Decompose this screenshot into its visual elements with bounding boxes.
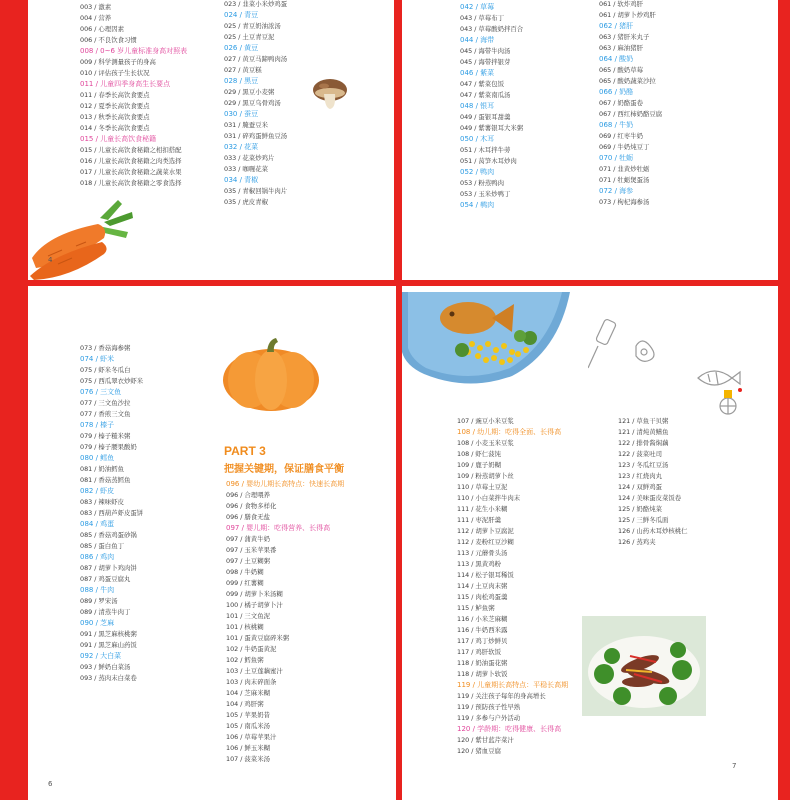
toc-entry: 006 / 心理因素 xyxy=(80,25,124,33)
toc-entry: 053 / 粉蒸鸭肉 xyxy=(460,179,504,187)
toc-entry: 106 / 草莓苹果汁 xyxy=(226,733,277,741)
toc-heading: 084 / 鸡蛋 xyxy=(80,520,115,528)
toc-entry: 075 / 虾米冬瓜白 xyxy=(80,366,131,374)
toc-heading: 008 / 0~6 岁儿童标准身高对照表 xyxy=(80,47,188,55)
toc-entry: 116 / 小米芝麻糊 xyxy=(457,615,508,623)
toc-entry: 111 / 枣泥肝羹 xyxy=(457,516,501,524)
toc-entry: 113 / 元蘑骨头汤 xyxy=(457,549,508,557)
toc-entry: 047 / 紫菜包饭 xyxy=(460,80,504,88)
toc-entry: 125 / 三鲜冬瓜面 xyxy=(618,516,669,524)
toc-entry: 103 / 肉末碎面条 xyxy=(226,678,277,686)
toc-entry: 085 / 蛋白鱼丁 xyxy=(80,542,124,550)
toc-heading: 088 / 牛肉 xyxy=(80,586,115,594)
toc-entry: 063 / 猪肝米丸子 xyxy=(599,33,650,41)
toc-entry: 077 / 三文鱼沙拉 xyxy=(80,399,131,407)
toc-entry: 105 / 苹果奶昔 xyxy=(226,711,270,719)
toc-heading: 066 / 奶酪 xyxy=(599,88,634,96)
toc-heading: 070 / 牡蛎 xyxy=(599,154,634,162)
toc-entry: 110 / 草莓土豆泥 xyxy=(457,483,508,491)
toc-entry: 121 / 清炖黄鳝鱼 xyxy=(618,428,669,436)
toc-heading: 042 / 草莓 xyxy=(460,3,495,11)
toc-entry: 113 / 黑黄鸡粉 xyxy=(457,560,501,568)
page-top-right xyxy=(402,0,778,280)
toc-entry: 122 / 菠菜吐司 xyxy=(618,450,662,458)
toc-entry: 108 / 虾仁菠饨 xyxy=(457,450,501,458)
toc-entry: 017 / 儿童长高饮食秘籍之蔬菜水果 xyxy=(80,168,182,176)
toc-entry: 083 / 辣味虾皮 xyxy=(80,498,124,506)
beef-broccoli-photo xyxy=(582,616,706,716)
toc-heading: 062 / 猪肝 xyxy=(599,22,634,30)
toc-heading: 096 / 婴幼儿期长高特点：快速长高期 xyxy=(226,480,345,488)
toc-entry: 015 / 儿童长高饮食秘籍之相扣搭配 xyxy=(80,146,182,154)
toc-entry: 101 / 蛋黄豆腐碎米粥 xyxy=(226,634,290,642)
toc-entry: 067 / 西红柿奶酪豆腐 xyxy=(599,110,663,118)
toc-heading: 011 / 儿童四季身高生长要点 xyxy=(80,80,171,88)
page-number: 6 xyxy=(48,780,53,788)
toc-entry: 031 / 碎鸡蛋鲜鱼豆汤 xyxy=(224,132,288,140)
toc-entry: 087 / 胡萝卜鸡肉饼 xyxy=(80,564,137,572)
toc-entry: 085 / 香菇鸡蛋砂锅 xyxy=(80,531,137,539)
toc-heading: 086 / 鸡肉 xyxy=(80,553,115,561)
mushroom-image xyxy=(310,76,350,112)
toc-entry: 035 / 虎皮青椒 xyxy=(224,198,268,206)
toc-column xyxy=(457,416,568,757)
toc-entry: 123 / 红烧肉丸 xyxy=(618,472,662,480)
toc-entry: 079 / 榛子腰果酸奶 xyxy=(80,443,137,451)
toc-entry: 069 / 红枣牛奶 xyxy=(599,132,643,140)
toc-entry: 124 / 双鲜鸡蛋 xyxy=(618,483,662,491)
toc-entry: 126 / 山药木耳炒核桃仁 xyxy=(618,527,688,535)
page-bottom-left xyxy=(28,286,396,800)
toc-entry: 106 / 鲜玉米糊 xyxy=(226,744,270,752)
toc-entry: 079 / 榛子糙米粥 xyxy=(80,432,131,440)
toc-entry: 087 / 鸡蛋豆腐丸 xyxy=(80,575,131,583)
toc-column xyxy=(226,479,344,765)
toc-entry: 023 / 韭菜小米炒鸡蛋 xyxy=(224,0,288,8)
toc-entry: 025 / 青豆奶油浓汤 xyxy=(224,22,281,30)
toc-heading: 080 / 鳕鱼 xyxy=(80,454,115,462)
toc-entry: 077 / 香煎三文鱼 xyxy=(80,410,131,418)
toc-entry: 073 / 枸杞海参汤 xyxy=(599,198,650,206)
toc-entry: 065 / 酸奶蔬菜沙拉 xyxy=(599,77,656,85)
toc-entry: 121 / 草鱼干贝粥 xyxy=(618,417,669,425)
toc-entry: 016 / 儿童长高饮食秘籍之肉类选择 xyxy=(80,157,182,165)
toc-entry: 035 / 青椒回锅牛肉片 xyxy=(224,187,288,195)
toc-entry: 097 / 玉米苹果番 xyxy=(226,546,277,554)
page-number: 7 xyxy=(732,762,737,770)
toc-entry: 071 / 韭黄炒牡蛎 xyxy=(599,165,650,173)
toc-entry: 112 / 麦粉红豆沙糊 xyxy=(457,538,514,546)
toc-entry: 096 / 膳食无盐 xyxy=(226,513,270,521)
toc-entry: 096 / 食物多样化 xyxy=(226,502,277,510)
toc-entry: 049 / 蛋银耳甜羹 xyxy=(460,113,511,121)
toc-heading: 032 / 花菜 xyxy=(224,143,259,151)
toc-entry: 083 / 西葫芦虾皮蛋饼 xyxy=(80,509,144,517)
toc-entry: 075 / 西瓜翠衣炒虾米 xyxy=(80,377,144,385)
toc-entry: 009 / 科学测量孩子的身高 xyxy=(80,58,156,66)
toc-entry: 069 / 牛奶炖豆丁 xyxy=(599,143,650,151)
toc-heading: 082 / 虾皮 xyxy=(80,487,115,495)
toc-heading: 076 / 三文鱼 xyxy=(80,388,122,396)
toc-entry: 114 / 土豆肉末粥 xyxy=(457,582,508,590)
toc-entry: 093 / 蒸肉末白菜卷 xyxy=(80,674,137,682)
toc-entry: 120 / 猪血豆腐 xyxy=(457,747,501,755)
toc-entry: 010 / 评估孩子生长状况 xyxy=(80,69,150,77)
kitchen-doodle-icons xyxy=(588,318,758,418)
toc-entry: 101 / 核桃糊 xyxy=(226,623,264,631)
toc-entry: 116 / 牛奶西米露 xyxy=(457,626,508,634)
toc-column xyxy=(224,0,287,208)
toc-entry: 043 / 草莓酸奶拌百合 xyxy=(460,25,524,33)
pumpkin-image xyxy=(220,334,322,414)
toc-entry: 093 / 鲜奶白菜汤 xyxy=(80,663,131,671)
toc-entry: 004 / 营养 xyxy=(80,14,112,22)
toc-entry: 123 / 冬瓜红豆汤 xyxy=(618,461,669,469)
toc-heading: 078 / 榛子 xyxy=(80,421,115,429)
toc-entry: 098 / 牛奶糊 xyxy=(226,568,264,576)
toc-entry: 018 / 儿童长高饮食秘籍之零食选择 xyxy=(80,179,182,187)
toc-entry: 051 / 木耳拌牛蒡 xyxy=(460,146,511,154)
toc-entry: 051 / 莴笋木耳炒肉 xyxy=(460,157,517,165)
toc-entry: 101 / 三文鱼泥 xyxy=(226,612,270,620)
toc-entry: 100 / 橘子胡萝卜汁 xyxy=(226,601,283,609)
toc-entry: 103 / 土豆莲藕蜜汁 xyxy=(226,667,283,675)
toc-entry: 110 / 小白菜拌牛肉末 xyxy=(457,494,521,502)
toc-heading: 108 / 幼儿期：吃得全面、长得高 xyxy=(457,428,562,436)
toc-heading: 044 / 海带 xyxy=(460,36,495,44)
toc-heading: 052 / 鸭肉 xyxy=(460,168,495,176)
toc-entry: 073 / 香菇海参粥 xyxy=(80,344,131,352)
toc-heading: 048 / 银耳 xyxy=(460,102,495,110)
toc-entry: 102 / 鳕鱼粥 xyxy=(226,656,264,664)
toc-entry: 031 / 腌蚕豆米 xyxy=(224,121,268,129)
toc-entry: 065 / 酸奶草莓 xyxy=(599,66,643,74)
toc-entry: 089 / 清蒸牛肉丁 xyxy=(80,608,131,616)
toc-entry: 099 / 胡萝卜米汤糊 xyxy=(226,590,283,598)
toc-heading: 092 / 大白菜 xyxy=(80,652,122,660)
toc-entry: 067 / 奶酪蛋卷 xyxy=(599,99,643,107)
toc-entry: 027 / 黄豆马蹄鸭肉汤 xyxy=(224,55,288,63)
toc-heading: 120 / 学龄期：吃得健康、长得高 xyxy=(457,725,562,733)
toc-entry: 115 / 肉松鸡蛋羹 xyxy=(457,593,508,601)
toc-entry: 097 / 土豆糊粥 xyxy=(226,557,270,565)
toc-entry: 111 / 花生小米糊 xyxy=(457,505,508,513)
toc-entry: 027 / 黄豆糕 xyxy=(224,66,262,74)
toc-entry: 091 / 黑芝麻核桃粥 xyxy=(80,630,137,638)
toc-entry: 003 / 激素 xyxy=(80,3,112,11)
toc-heading: 028 / 黑豆 xyxy=(224,77,259,85)
toc-heading: 068 / 牛奶 xyxy=(599,121,634,129)
toc-entry: 102 / 牛奶蛋黄泥 xyxy=(226,645,277,653)
toc-entry: 118 / 奶油蛋花粥 xyxy=(457,659,508,667)
toc-column xyxy=(460,2,523,211)
toc-entry: 099 / 红薯糊 xyxy=(226,579,264,587)
toc-entry: 006 / 不良饮食习惯 xyxy=(80,36,137,44)
toc-entry: 033 / 花菜炒鸡片 xyxy=(224,154,275,162)
toc-entry: 124 / 美味蛋皮菜饭卷 xyxy=(618,494,682,502)
toc-entry: 014 / 冬季长高饮食要点 xyxy=(80,124,150,132)
toc-entry: 120 / 紫甘蓝芹菜汁 xyxy=(457,736,514,744)
toc-entry: 091 / 黑芝麻山药饭 xyxy=(80,641,137,649)
toc-entry: 081 / 奶油鳕鱼 xyxy=(80,465,124,473)
toc-entry: 119 / 多参与户外活动 xyxy=(457,714,521,722)
toc-entry: 118 / 胡萝卜软饭 xyxy=(457,670,508,678)
toc-entry: 107 / 菠菜米汤 xyxy=(226,755,270,763)
toc-entry: 125 / 奶酪炖菜 xyxy=(618,505,662,513)
toc-entry: 071 / 牡蛎煲蛋汤 xyxy=(599,176,650,184)
toc-heading: 074 / 虾米 xyxy=(80,355,115,363)
toc-entry: 081 / 香菇蒸鳕鱼 xyxy=(80,476,131,484)
toc-heading: 054 / 鹌肉 xyxy=(460,201,495,209)
fish-cutlet-plate-image xyxy=(402,292,570,388)
toc-column xyxy=(599,0,662,208)
toc-heading: 034 / 青椒 xyxy=(224,176,259,184)
toc-entry: 013 / 秋季长高饮食要点 xyxy=(80,113,150,121)
toc-heading: 072 / 海参 xyxy=(599,187,634,195)
toc-heading: 015 / 儿童长高饮食秘籍 xyxy=(80,135,157,143)
toc-entry: 112 / 胡萝卜豆腐泥 xyxy=(457,527,514,535)
toc-entry: 115 / 鲈鱼粥 xyxy=(457,604,495,612)
toc-entry: 012 / 夏季长高饮食要点 xyxy=(80,102,150,110)
toc-entry: 033 / 咖喱花菜 xyxy=(224,165,268,173)
toc-entry: 126 / 蒸鸡夹 xyxy=(618,538,656,546)
carrot-image xyxy=(28,198,140,280)
toc-heading: 030 / 蚕豆 xyxy=(224,110,259,118)
toc-entry: 061 / 软炸鸡肝 xyxy=(599,0,643,8)
toc-entry: 108 / 小麦玉米豆浆 xyxy=(457,439,514,447)
toc-entry: 107 / 豌豆小米豆浆 xyxy=(457,417,514,425)
toc-entry: 117 / 鸡丁炒鲜贝 xyxy=(457,637,508,645)
page-number: 4 xyxy=(48,256,53,264)
toc-entry: 049 / 紫薯银耳大米粥 xyxy=(460,124,524,132)
toc-entry: 104 / 芝麻米糊 xyxy=(226,689,270,697)
toc-heading: 090 / 芝麻 xyxy=(80,619,115,627)
toc-entry: 117 / 鸡肝软饭 xyxy=(457,648,501,656)
toc-entry: 105 / 南瓜米汤 xyxy=(226,722,270,730)
toc-entry: 104 / 鸡肝粥 xyxy=(226,700,264,708)
toc-column xyxy=(618,416,688,548)
toc-entry: 109 / 鹿子奶糊 xyxy=(457,461,501,469)
toc-entry: 119 / 关注孩子每年的身高增长 xyxy=(457,692,546,700)
toc-entry: 122 / 排骨酱焖藕 xyxy=(618,439,669,447)
toc-entry: 119 / 预防孩子性早熟 xyxy=(457,703,521,711)
toc-entry: 097 / 蒲黄牛奶 xyxy=(226,535,270,543)
toc-entry: 029 / 黑豆乌骨鸡汤 xyxy=(224,99,281,107)
toc-entry: 045 / 海带牛肉汤 xyxy=(460,47,511,55)
toc-entry: 043 / 草莓布丁 xyxy=(460,14,504,22)
toc-column xyxy=(80,343,143,684)
toc-heading: 026 / 黄豆 xyxy=(224,44,259,52)
toc-entry: 053 / 玉米炒鸭丁 xyxy=(460,190,511,198)
toc-column xyxy=(80,2,187,189)
toc-heading: 024 / 青豆 xyxy=(224,11,259,19)
toc-entry: 029 / 黑豆小麦粥 xyxy=(224,88,275,96)
toc-entry: 061 / 胡萝卜炒鸡肝 xyxy=(599,11,656,19)
page-top-left xyxy=(28,0,394,280)
toc-entry: 089 / 罗宋汤 xyxy=(80,597,118,605)
toc-entry: 096 / 合理喂养 xyxy=(226,491,270,499)
page-bottom-right xyxy=(402,286,778,800)
toc-entry: 011 / 春季长高饮食要点 xyxy=(80,91,150,99)
toc-entry: 025 / 土豆青豆泥 xyxy=(224,33,275,41)
part-label: PART 3 xyxy=(224,444,266,458)
toc-heading: 046 / 紫菜 xyxy=(460,69,495,77)
part-title: 把握关键期，保证膳食平衡 xyxy=(224,464,344,475)
toc-heading: 119 / 儿童期长高特点：平稳长高期 xyxy=(457,681,569,689)
toc-heading: 097 / 婴儿期：吃得营养、长得高 xyxy=(226,524,331,532)
toc-entry: 109 / 粉蒸胡萝卜丝 xyxy=(457,472,514,480)
toc-entry: 063 / 麻油猪肝 xyxy=(599,44,643,52)
toc-entry: 045 / 海带拌银芽 xyxy=(460,58,511,66)
toc-heading: 050 / 木耳 xyxy=(460,135,495,143)
toc-entry: 114 / 松子银耳稀饭 xyxy=(457,571,514,579)
toc-heading: 064 / 酸奶 xyxy=(599,55,634,63)
toc-entry: 047 / 紫菜南瓜汤 xyxy=(460,91,511,99)
